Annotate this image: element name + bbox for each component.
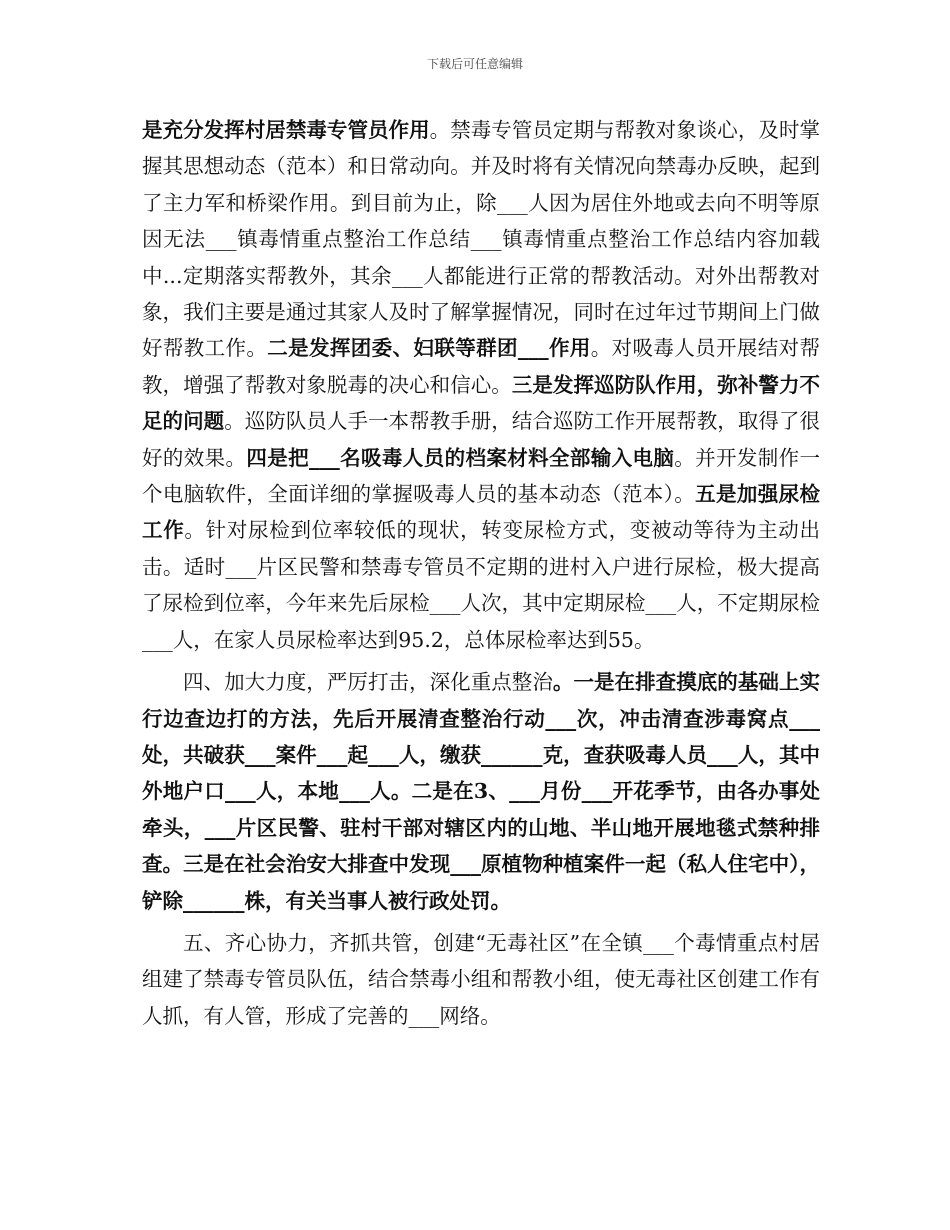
text-run: 二是发挥团委、妇联等群团___作用 — [267, 336, 591, 361]
text-run: 。对吸毒人员开展结对帮教，增强了帮教对象脱毒的决心和信心。 — [142, 336, 821, 397]
text-run: 。并开发制作一个电脑软件，全面详细的掌握吸毒人员的基本动态（范本）。 — [142, 445, 821, 507]
text-run: 四、加大力度，严厉打击，深化重点整治 — [183, 670, 553, 695]
text-run: 。针对尿检到位率较低的现状，转变尿检方式，变被动等待为主动出击。适时___片区民警和禁毒专管员不定期的进村入户进行尿检，极大提高了尿检到位率，今年来先后尿检___人次，其中定期尿检___人，不定期尿检___人，在家人员尿检率达到95.2，总体尿检率达到55。 — [142, 518, 821, 652]
text-run: 。禁毒专管员定期与帮教对象谈心，及时掌握其思想动态（范本）和日常动向。并及时将有关情况向禁毒办反映，起到了主力军和桥梁作用。到目前为止，除___人因为居住外地或去向不明等原因无法___镇毒情重点整治工作总结___镇毒情重点整治工作总结内容加载中...定期落实帮教外，其余___人都能进行正常的帮教活动。对外出帮教对象，我们主要是通过其家人及时了解掌握情况，同时在过年过节期间上门做好帮教工作。 — [142, 118, 820, 361]
text-run: 三是发挥巡防队作用，弥补警力不足的问题 — [142, 372, 820, 434]
text-run: 五是加强尿检工作 — [142, 482, 821, 543]
page-header: 下载后可任意编辑 — [426, 57, 523, 71]
text-run: 五、齐心协力，齐抓共管，创建“无毒社区”在全镇___个毒情重点村居组建了禁毒专管员队伍，结合禁毒小组和帮教小组，使无毒社区创建工作有人抓，有人管，形成了完善的___网络。 — [142, 930, 820, 1028]
paragraph-2 — [142, 664, 820, 919]
text-run: 。巡防队员人手一本帮教手册，结合巡防工作开展帮教，取得了很好的效果。 — [142, 409, 820, 470]
text-run: 四是把___名吸毒人员的档案材料全部输入电脑 — [246, 445, 675, 470]
document-body — [142, 112, 820, 1034]
paragraph-1 — [142, 112, 820, 658]
text-run: 是充分发挥村居禁毒专管员作用 — [142, 118, 430, 142]
paragraph-3 — [142, 925, 820, 1034]
text-run: 。一是在排查摸底的基础上实行边查边打的方法，先后开展清查整治行动___次，冲击清查涉毒窝点___处，共破获___案件___起___人，缴获______克，查获吸毒人员___人，其中外地户口___人，本地___人。二是在3、___月份___开花季节，由各办事处牵头，___片区民警、驻村干部对辖区内的山地、半山地开展地毯式禁种排查。三是在社会治安大排查中发现___原植物种植案件一起（私人住宅中），铲除______株，有关当事人被行政处罚。 — [142, 670, 821, 913]
